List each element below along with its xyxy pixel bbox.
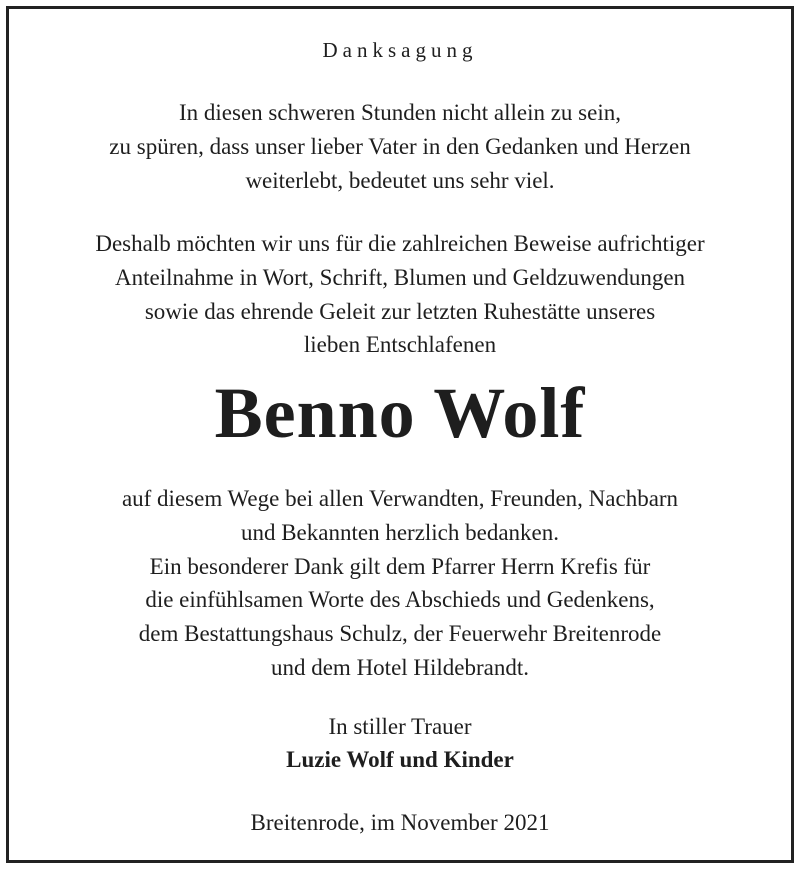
paragraph1-line-2: zu spüren, dass unser lieber Vater in den Gedanken und Herzen [109,134,691,159]
paragraph1-line-3: weiterlebt, bedeutet uns sehr viel. [245,168,555,193]
notice-heading: Danksagung [322,38,478,62]
paragraph3-line-3: Ein besonderer Dank gilt dem Pfarrer Herrn Krefis für [149,554,651,579]
paragraph3-line-1: auf diesem Wege bei allen Verwandten, Freunden, Nachbarn [121,486,679,511]
place-date: Breitenrode, im November 2021 [250,810,550,835]
paragraph3-line-6: und dem Hotel Hildebrandt. [270,655,530,680]
deceased-name: Benno Wolf [214,373,586,453]
signatories: Luzie Wolf und Kinder [286,747,514,772]
paragraph2-line-4: lieben Entschlafenen [303,332,497,357]
closing-phrase: In stiller Trauer [328,714,472,739]
paragraph2-line-1: Deshalb möchten wir uns für die zahlreichen Beweise aufrichtiger [95,231,705,256]
paragraph3-line-4: die einfühlsamen Worte des Abschieds und Gedenkens, [145,587,655,612]
paragraph2-line-3: sowie das ehrende Geleit zur letzten Ruhestätte unseres [144,299,656,324]
paragraph3-line-2: und Bekannten herzlich bedanken. [240,520,560,545]
notice-frame [6,6,794,863]
paragraph1-line-1: In diesen schweren Stunden nicht allein zu sein, [179,100,621,125]
paragraph2-line-2: Anteilnahme in Wort, Schrift, Blumen und Geldzuwendungen [114,265,686,290]
paragraph3-line-5: dem Bestattungshaus Schulz, der Feuerwehr Breitenrode [138,621,662,646]
